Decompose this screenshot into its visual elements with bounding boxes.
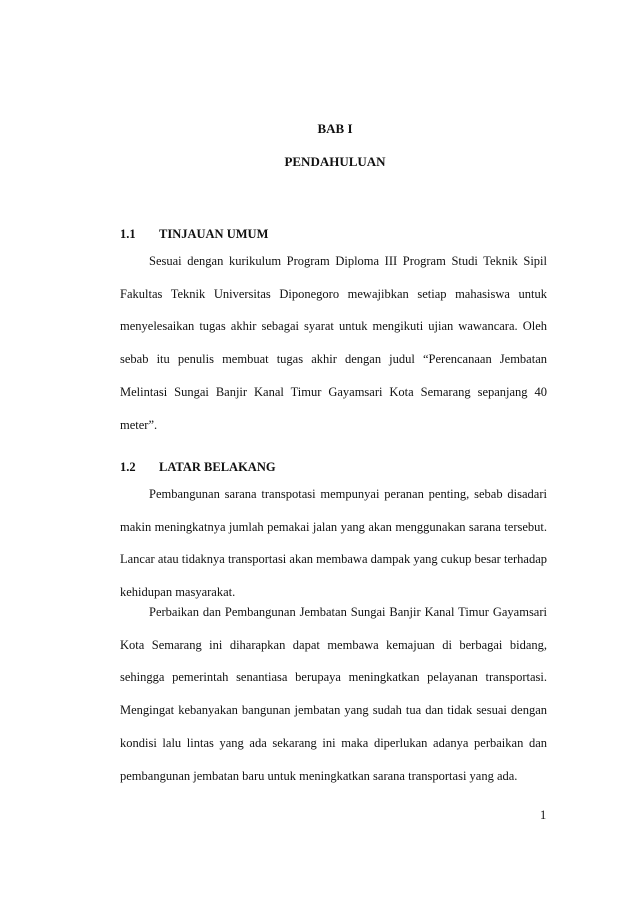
chapter-title: PENDAHULUAN (284, 154, 386, 169)
paragraph-latar-belakang-2: Perbaikan dan Pembangunan Jembatan Sungai Banjir Kanal Timur Gayamsari Kota Semarang ini diharapkan dapat membawa kemajuan di berbagai bidang, sehingga pemerintah senantiasa berupaya meningkatkan pelayanan transportasi. Mengingat kebanyakan bangunan jembatan yang sudah tua dan tidak sesuai dengan kondisi lalu lintas yang ada sekarang ini maka diperlukan adanya perbaikan dan pembangunan jembatan baru untuk meningkatkan sarana transportasi yang ada. (120, 605, 547, 783)
chapter-number: BAB I (317, 121, 353, 136)
paragraph-tinjauan-umum: Sesuai dengan kurikulum Program Diploma III Program Studi Teknik Sipil Fakultas Teknik Universitas Diponegoro mewajibkan setiap mahasiswa untuk menyelesaikan tugas akhir sebagai syarat untuk mengikuti ujian wawancara. Oleh sebab itu penulis membuat tugas akhir dengan judul “Perencanaan Jembatan Melintasi Sungai Banjir Kanal Timur Gayamsari Kota Semarang sepanjang 40 meter”. (120, 254, 547, 432)
paragraph-latar-belakang-1: Pembangunan sarana transpotasi mempunyai peranan penting, sebab disadari makin meningkatnya jumlah pemakai jalan yang akan menggunakan sarana tersebut. Lancar atau tidaknya transportasi akan membawa dampak yang cukup besar terhadap kehidupan masyarakat. (120, 487, 547, 600)
page-number: 1 (540, 808, 547, 822)
section-heading-latar-belakang (120, 460, 276, 475)
section-title: TINJAUAN UMUM (159, 227, 269, 241)
section-heading-tinjauan-umum (120, 227, 268, 242)
section-number: 1.1 (120, 227, 136, 241)
section-title: LATAR BELAKANG (159, 460, 276, 474)
section-number: 1.2 (120, 460, 136, 474)
